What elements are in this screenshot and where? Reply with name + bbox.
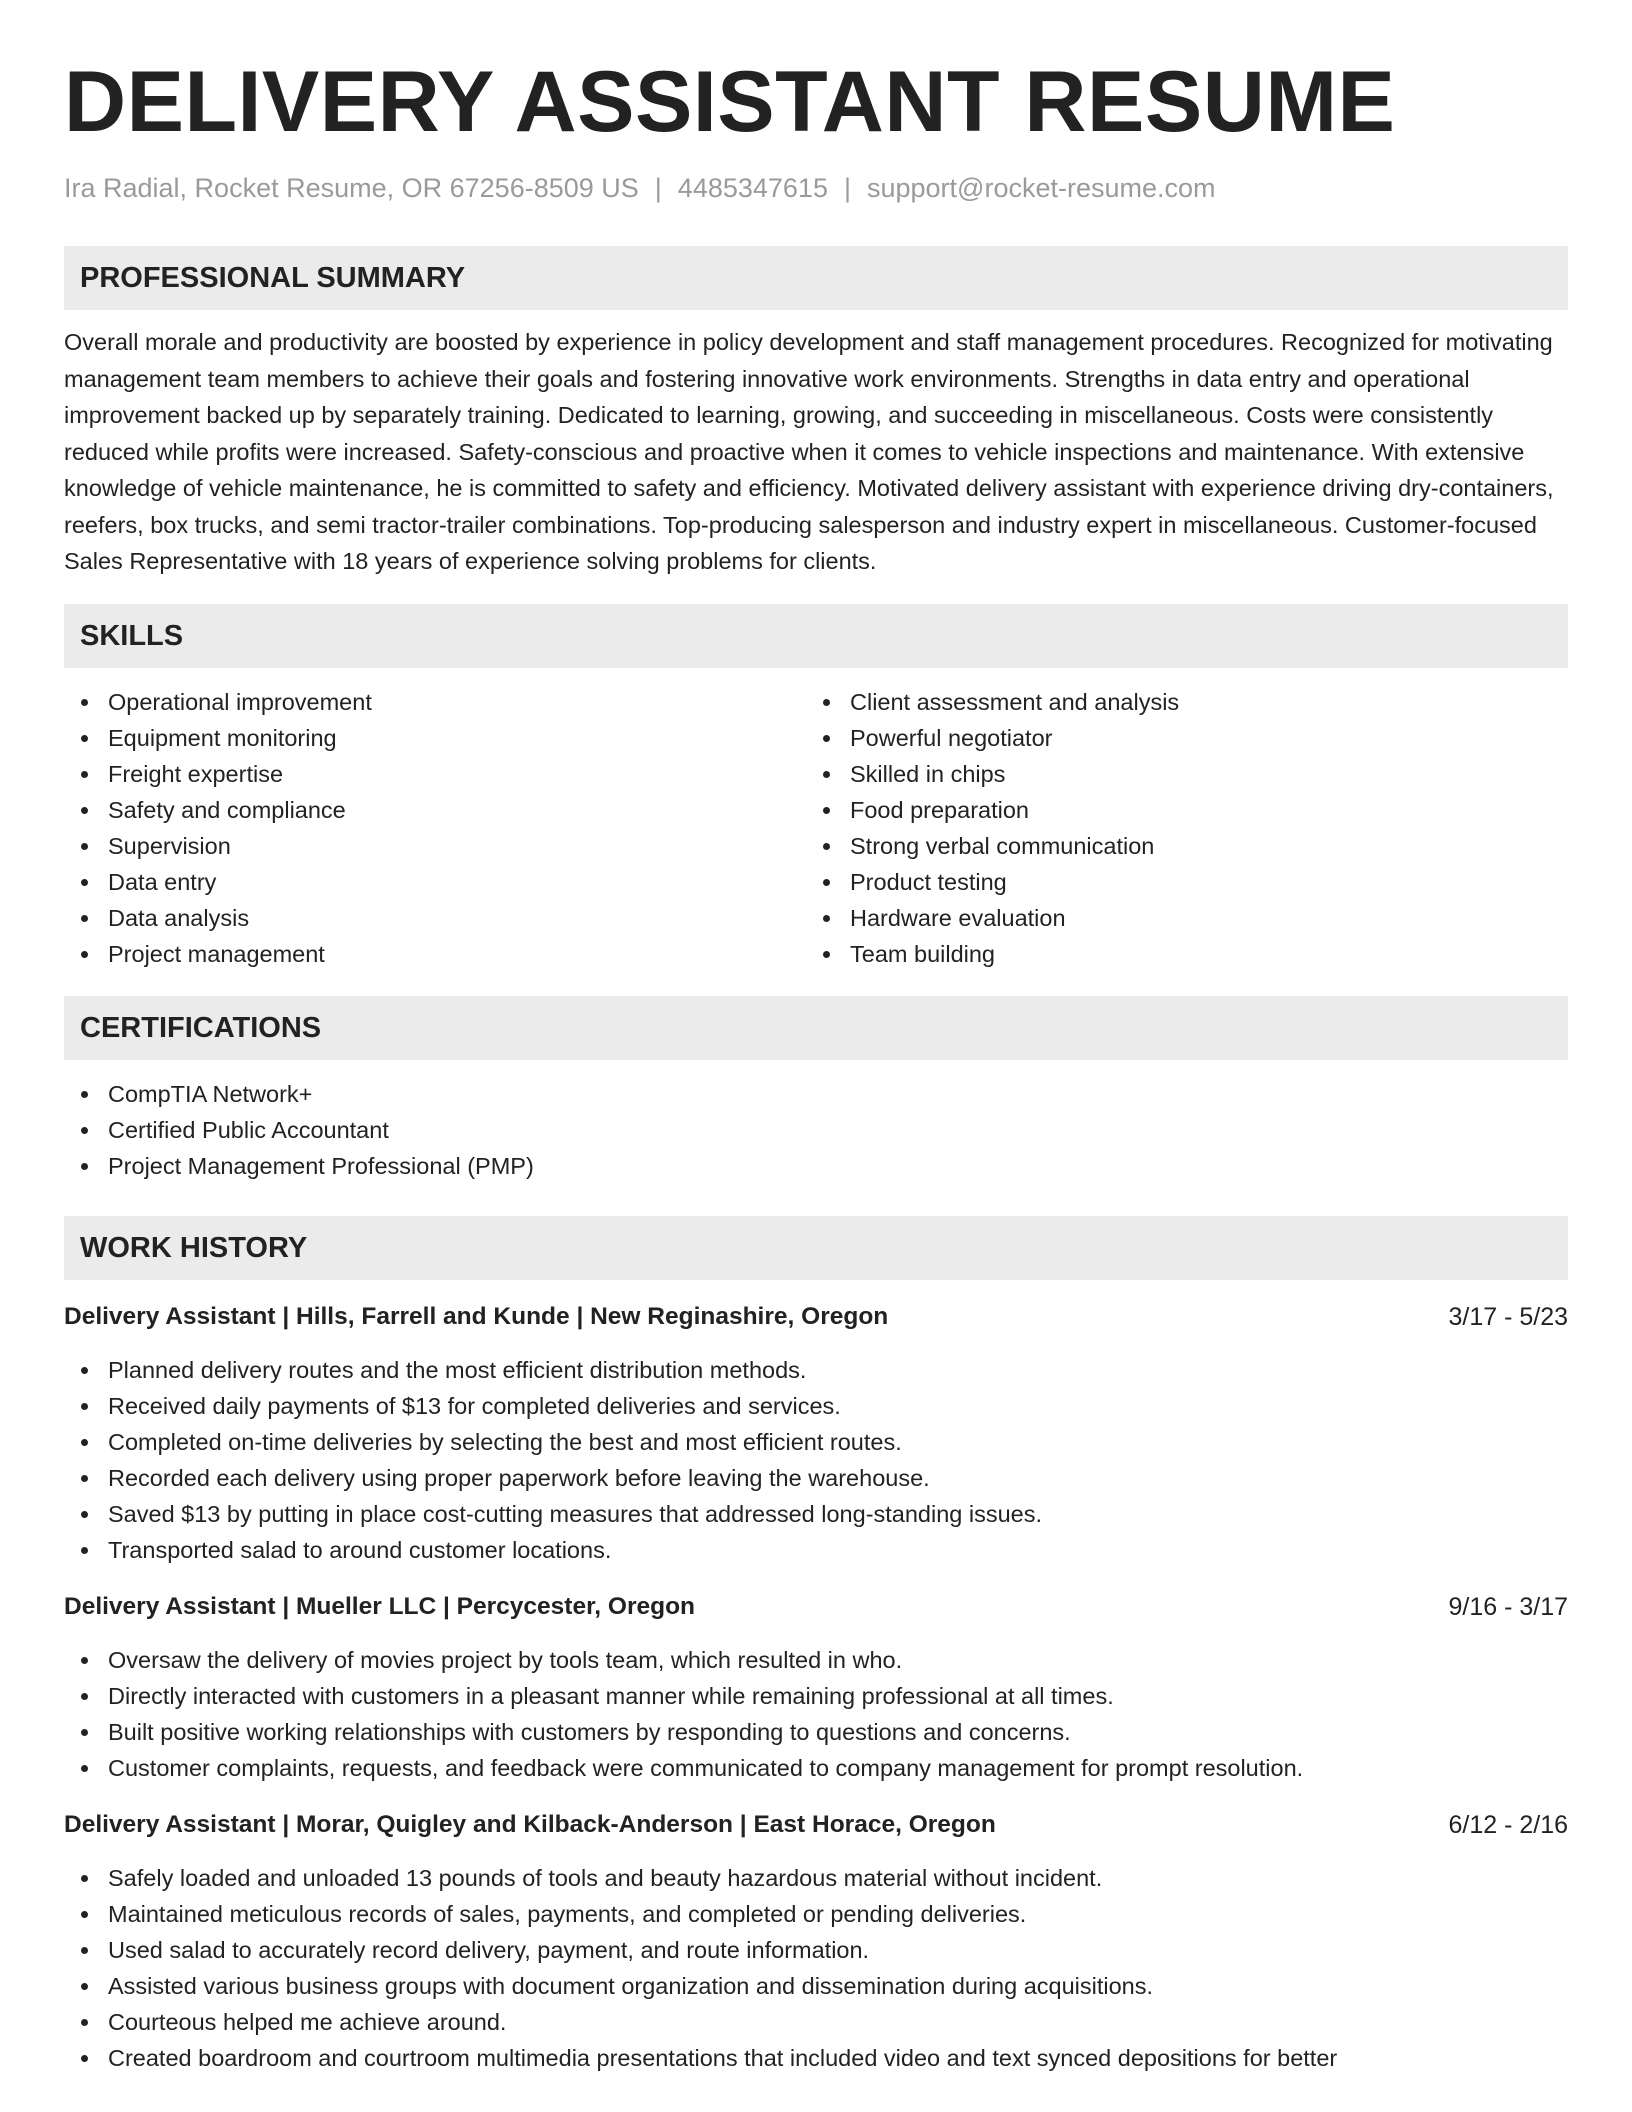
certification-item: Project Management Professional (PMP)	[64, 1148, 1568, 1184]
resume-title: DELIVERY ASSISTANT RESUME	[64, 54, 1396, 150]
contact-separator: |	[843, 173, 851, 203]
job-dates: 6/12 - 2/16	[1448, 1810, 1568, 1839]
skill-item: Equipment monitoring	[64, 720, 806, 756]
job-bullet: Maintained meticulous records of sales, payments, and completed or pending deliveries.	[64, 1896, 1568, 1932]
job-bullet: Assisted various business groups with document organization and dissemination during acquisitions.	[64, 1968, 1568, 2004]
skill-item: Food preparation	[806, 792, 1548, 828]
contact-separator: |	[654, 173, 662, 203]
job-header	[64, 1300, 1568, 1334]
resume-page	[64, 0, 1568, 2076]
skill-item: Hardware evaluation	[806, 900, 1548, 936]
skill-item: Team building	[806, 936, 1548, 972]
job-header	[64, 1590, 1568, 1624]
certification-item: CompTIA Network+	[64, 1076, 1568, 1112]
job-dates: 3/17 - 5/23	[1448, 1302, 1568, 1331]
certifications-list	[64, 1076, 1568, 1184]
skill-item: Project management	[64, 936, 806, 972]
job-title: Delivery Assistant | Mueller LLC | Percycester, Oregon	[64, 1592, 695, 1620]
job-title: Delivery Assistant | Hills, Farrell and Kunde | New Reginashire, Oregon	[64, 1302, 889, 1330]
job-bullets	[64, 1352, 1568, 1568]
job-bullets	[64, 1642, 1568, 1786]
skill-item: Supervision	[64, 828, 806, 864]
job-title: Delivery Assistant | Morar, Quigley and Kilback-Anderson | East Horace, Oregon	[64, 1810, 996, 1838]
contact-phone: 4485347615	[677, 173, 828, 203]
job-bullet: Customer complaints, requests, and feedback were communicated to company management for prompt resolution.	[64, 1750, 1568, 1786]
job-entry	[64, 1590, 1568, 1786]
skills-column-left	[64, 684, 806, 972]
job-bullet: Planned delivery routes and the most efficient distribution methods.	[64, 1352, 1568, 1388]
job-header	[64, 1808, 1568, 1842]
summary-text: Overall morale and productivity are boosted by experience in policy development and staff management procedures. Recognized for motivating management team members to achieve their goals and fostering innovative work environments. Strengths in data entry and operational improvement backed up by separately training. Dedicated to learning, growing, and succeeding in miscellaneous. Costs were consistently reduced while profits were increased. Safety-conscious and proactive when it comes to vehicle inspections and maintenance. With extensive knowledge of vehicle maintenance, he is committed to safety and efficiency. Motivated delivery assistant with experience driving dry-containers, reefers, box trucks, and semi tractor-trailer combinations. Top-producing salesperson and industry expert in miscellaneous. Customer-focused Sales Representative with 18 years of experience solving problems for clients.	[64, 329, 1554, 574]
skills-list	[64, 684, 1568, 972]
job-bullets	[64, 1860, 1568, 2076]
job-bullet: Safely loaded and unloaded 13 pounds of tools and beauty hazardous material without incident.	[64, 1860, 1568, 1896]
certification-item: Certified Public Accountant	[64, 1112, 1568, 1148]
skill-item: Operational improvement	[64, 684, 806, 720]
job-bullet: Recorded each delivery using proper paperwork before leaving the warehouse.	[64, 1460, 1568, 1496]
skill-item: Freight expertise	[64, 756, 806, 792]
job-dates: 9/16 - 3/17	[1448, 1592, 1568, 1621]
skill-item: Powerful negotiator	[806, 720, 1548, 756]
skill-item: Safety and compliance	[64, 792, 806, 828]
job-entry	[64, 1808, 1568, 2076]
job-bullet: Created boardroom and courtroom multimedia presentations that included video and text synced depositions for better	[64, 2040, 1568, 2076]
contact-address: Ira Radial, Rocket Resume, OR 67256-8509 US	[64, 173, 639, 203]
contact-line	[64, 172, 1568, 204]
job-bullet: Oversaw the delivery of movies project by tools team, which resulted in who.	[64, 1642, 1568, 1678]
job-bullet: Used salad to accurately record delivery, payment, and route information.	[64, 1932, 1568, 1968]
job-bullet: Saved $13 by putting in place cost-cutting measures that addressed long-standing issues.	[64, 1496, 1568, 1532]
job-bullet: Completed on-time deliveries by selecting the best and most efficient routes.	[64, 1424, 1568, 1460]
skill-item: Product testing	[806, 864, 1548, 900]
job-bullet: Courteous helped me achieve around.	[64, 2004, 1568, 2040]
skill-item: Data entry	[64, 864, 806, 900]
job-bullet: Transported salad to around customer locations.	[64, 1532, 1568, 1568]
section-header-skills: SKILLS	[64, 604, 1568, 668]
skill-item: Client assessment and analysis	[806, 684, 1548, 720]
contact-email: support@rocket-resume.com	[866, 173, 1216, 203]
section-header-certifications: CERTIFICATIONS	[64, 996, 1568, 1060]
skills-column-right	[806, 684, 1548, 972]
job-bullet: Directly interacted with customers in a pleasant manner while remaining professional at all times.	[64, 1678, 1568, 1714]
skill-item: Data analysis	[64, 900, 806, 936]
section-header-summary: PROFESSIONAL SUMMARY	[64, 246, 1568, 310]
section-header-work-history: WORK HISTORY	[64, 1216, 1568, 1280]
skill-item: Strong verbal communication	[806, 828, 1548, 864]
skill-item: Skilled in chips	[806, 756, 1548, 792]
job-entry	[64, 1300, 1568, 1568]
job-bullet: Built positive working relationships with customers by responding to questions and concerns.	[64, 1714, 1568, 1750]
job-bullet: Received daily payments of $13 for completed deliveries and services.	[64, 1388, 1568, 1424]
